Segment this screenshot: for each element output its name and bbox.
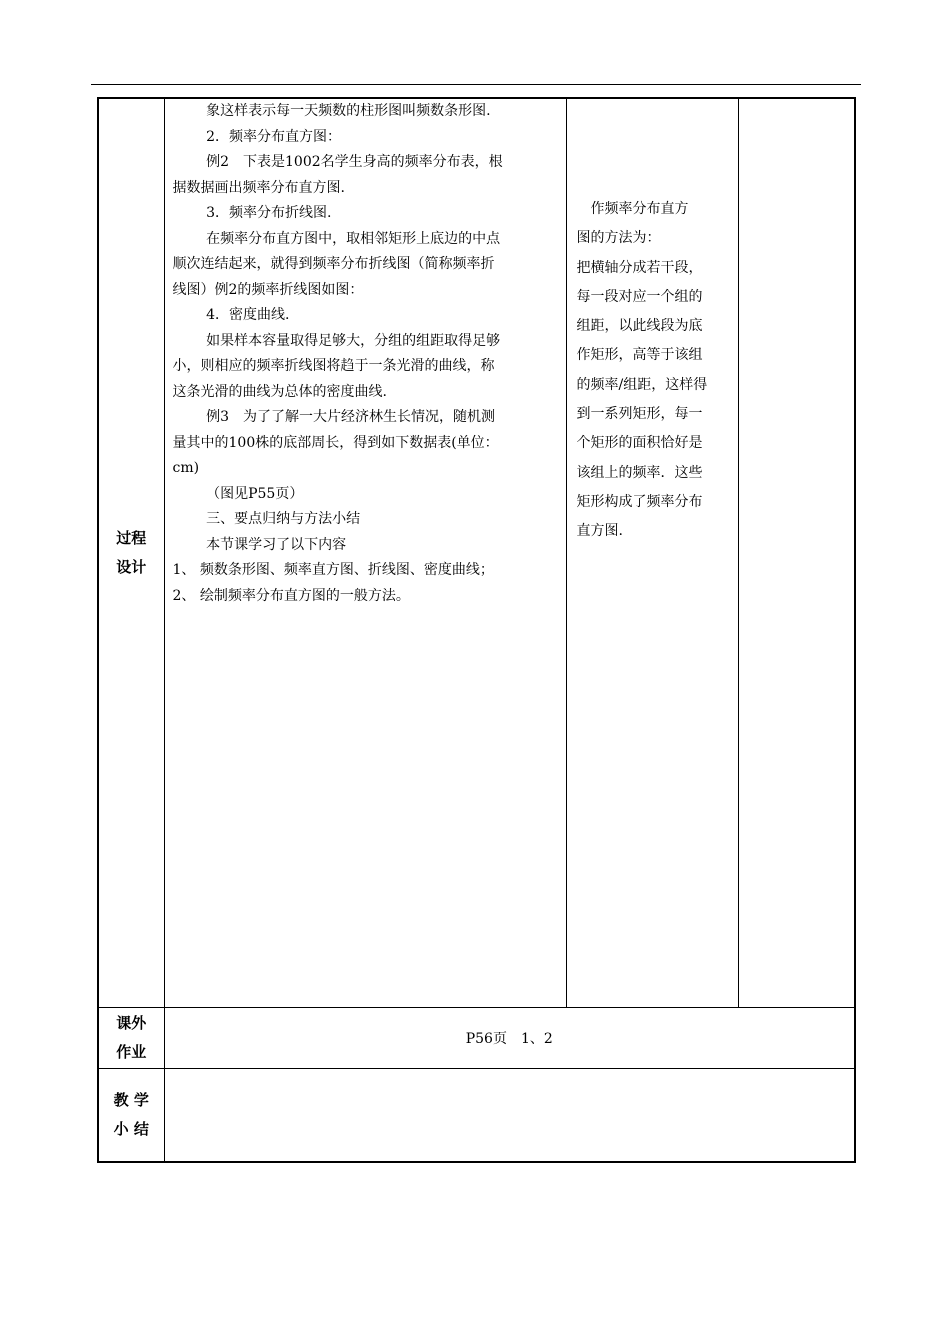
content-line: 三、要点归纳与方法小结: [206, 511, 361, 527]
content-line: （图见P55页）: [206, 485, 304, 502]
content-cell: [164, 98, 566, 1008]
homework-row: [98, 1008, 855, 1069]
content-line: 小，则相应的频率折线图将趋于一条光滑的曲线，称: [172, 358, 495, 374]
summary-content: [164, 1069, 855, 1163]
homework-label-line: 作业: [116, 1043, 147, 1061]
content-line: 3．频率分布折线图.: [206, 205, 332, 221]
content-line: 顺次连结起来，就得到频率分布折线图（简称频率折: [172, 256, 495, 272]
note-line: 的频率/组距，这样得: [576, 376, 708, 393]
note-line: 作频率分布直方: [576, 201, 689, 217]
content-line: 2．频率分布直方图：: [206, 128, 342, 145]
note-line: 图的方法为：: [576, 230, 661, 247]
note-line: 每一段对应一个组的: [576, 288, 703, 305]
summary-label-line: 小 结: [113, 1120, 149, 1138]
content-line: 如果样本容量取得足够大，分组的组距取得足够: [206, 332, 501, 349]
note-line: 到一系列矩形，每一: [576, 406, 703, 423]
content-line: 例2 下表是1002名学生身高的频率分布表，根: [206, 154, 503, 170]
content-line: 线图）例2的频率折线图如图：: [172, 281, 364, 298]
content-line: 据数据画出频率分布直方图.: [172, 179, 345, 196]
process-row: [98, 98, 855, 1008]
note-line: 个矩形的面积恰好是: [576, 435, 703, 452]
note-line: 该组上的频率．这些: [576, 464, 703, 481]
note-line: 作矩形，高等于该组: [576, 347, 703, 364]
note-line: 直方图.: [576, 523, 623, 540]
homework-label-line: 课外: [116, 1014, 147, 1032]
content-line: 在频率分布直方图中，取相邻矩形上底边的中点: [206, 230, 501, 247]
content-line: 象这样表示每一天频数的柱形图叫频数条形图.: [206, 103, 491, 119]
lesson-plan-table: [97, 97, 856, 1163]
content-line: 这条光滑的曲线为总体的密度曲线.: [172, 383, 387, 400]
process-label: [98, 98, 164, 1008]
content-line: 1、 频数条形图、频率直方图、折线图、密度曲线；: [172, 562, 494, 578]
summary-label: [98, 1069, 164, 1163]
header-rule: [91, 84, 861, 85]
note-line: 组距，以此线段为底: [576, 318, 703, 335]
process-label-line: 设计: [116, 558, 147, 576]
content-line: 4．密度曲线.: [206, 307, 290, 323]
summary-row: [98, 1069, 855, 1163]
summary-label-line: 教 学: [113, 1091, 149, 1109]
content-line: 本节课学习了以下内容: [206, 536, 347, 553]
blank-cell: [738, 98, 855, 1008]
content-line: 例3 为了了解一大片经济林生长情况，随机测: [206, 409, 495, 425]
process-label-line: 过程: [116, 529, 147, 547]
content-text: [165, 99, 566, 609]
homework-label: [98, 1008, 164, 1069]
content-line: 2、 绘制频率分布直方图的一般方法。: [172, 587, 410, 604]
note-line: 把横轴分成若干段，: [576, 259, 703, 276]
notes-text: [567, 99, 738, 547]
content-line: cm): [172, 460, 200, 476]
homework-content: P56页 1、2: [164, 1008, 855, 1069]
content-line: 量其中的100株的底部周长，得到如下数据表(单位：: [172, 434, 499, 451]
note-line: 矩形构成了频率分布: [576, 493, 703, 510]
notes-cell: [566, 98, 738, 1008]
